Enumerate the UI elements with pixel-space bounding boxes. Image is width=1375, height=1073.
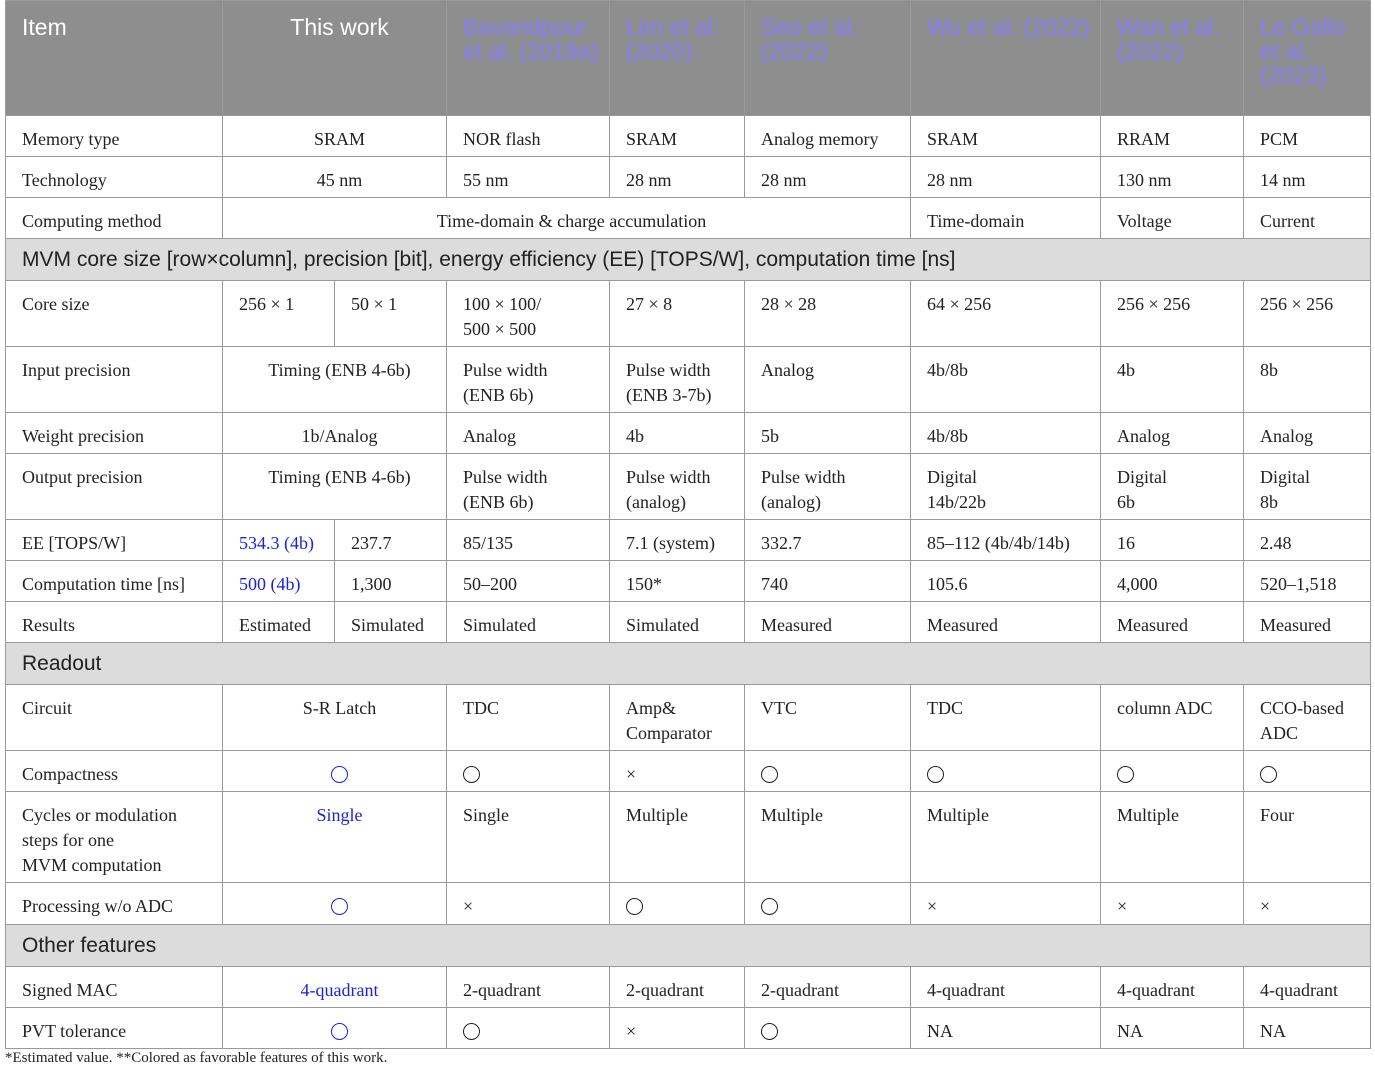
cell: 27 × 8 <box>610 281 745 347</box>
row-memory-type <box>6 116 1371 157</box>
cell: 4-quadrant <box>1101 967 1244 1008</box>
cell: × <box>1101 883 1244 925</box>
row-label: Weight precision <box>6 413 223 454</box>
cell-line: 100 × 100/ <box>463 294 542 314</box>
cell-line: Digital <box>1117 467 1167 487</box>
cell <box>610 454 745 520</box>
cell: column ADC <box>1101 685 1244 751</box>
circle-icon <box>761 898 778 915</box>
section-readout <box>6 643 1371 685</box>
cell: Analog <box>447 413 610 454</box>
cell <box>1244 454 1371 520</box>
cell: 85–112 (4b/4b/14b) <box>911 520 1101 561</box>
cell: × <box>911 883 1101 925</box>
cell: 50–200 <box>447 561 610 602</box>
cell: Measured <box>1244 602 1371 643</box>
circle-icon <box>1117 766 1134 783</box>
cell: 14 nm <box>1244 157 1371 198</box>
row-circuit <box>6 685 1371 751</box>
cell <box>610 685 745 751</box>
row-label: Memory type <box>6 116 223 157</box>
cell: 256 × 256 <box>1244 281 1371 347</box>
row-label: Input precision <box>6 347 223 413</box>
section-other <box>6 925 1371 967</box>
section-heading: Other features <box>6 925 1371 967</box>
row-cycles <box>6 792 1371 883</box>
cell: × <box>1244 883 1371 925</box>
cell: 16 <box>1101 520 1244 561</box>
circle-icon <box>1260 766 1277 783</box>
cell: RRAM <box>1101 116 1244 157</box>
cell-line: Pulse width <box>463 360 548 380</box>
cell: 2-quadrant <box>745 967 911 1008</box>
cell-this-work-highlight: 500 (4b) <box>223 561 335 602</box>
cell: TDC <box>447 685 610 751</box>
cell: 4-quadrant <box>1244 967 1371 1008</box>
cell <box>1244 685 1371 751</box>
cell: 740 <box>745 561 911 602</box>
section-heading: MVM core size [row×column], precision [bit], energy efficiency (EE) [TOPS/W], computation time [ns] <box>6 239 1371 281</box>
cell-this-work-highlight: 4-quadrant <box>223 967 447 1008</box>
cell <box>1101 751 1244 792</box>
cell-line: Amp& <box>626 698 677 718</box>
circle-icon <box>761 1023 778 1040</box>
cell: NOR flash <box>447 116 610 157</box>
cell-this-work-highlight: Single <box>223 792 447 883</box>
cell: 520–1,518 <box>1244 561 1371 602</box>
cell-this-work: S-R Latch <box>223 685 447 751</box>
circle-icon <box>761 766 778 783</box>
cell-this-work-highlight: 534.3 (4b) <box>223 520 335 561</box>
cell: Multiple <box>1101 792 1244 883</box>
cell: 130 nm <box>1101 157 1244 198</box>
section-heading: Readout <box>6 643 1371 685</box>
cell-line: Pulse width <box>626 467 711 487</box>
row-label: Compactness <box>6 751 223 792</box>
cell-this-work: SRAM <box>223 116 447 157</box>
cell: 55 nm <box>447 157 610 198</box>
row-computation-time <box>6 561 1371 602</box>
cell: 2-quadrant <box>610 967 745 1008</box>
cell: 2.48 <box>1244 520 1371 561</box>
cell: 4b/8b <box>911 347 1101 413</box>
row-input-precision <box>6 347 1371 413</box>
cell-line: (ENB 6b) <box>463 492 534 512</box>
label-line: MVM computation <box>22 855 162 875</box>
circle-icon <box>331 766 348 783</box>
cell: Time-domain <box>911 198 1101 239</box>
cell: Multiple <box>745 792 911 883</box>
row-computing-method <box>6 198 1371 239</box>
row-label: Output precision <box>6 454 223 520</box>
row-label: Computing method <box>6 198 223 239</box>
cell: Multiple <box>610 792 745 883</box>
cell <box>447 347 610 413</box>
row-label: PVT tolerance <box>6 1008 223 1049</box>
cell-line: 6b <box>1117 492 1135 512</box>
footnote: *Estimated value. **Colored as favorable features of this work. <box>5 1050 388 1066</box>
cell-line: Digital <box>927 467 977 487</box>
cell: Simulated <box>610 602 745 643</box>
cell: 8b <box>1244 347 1371 413</box>
comparison-table <box>5 0 1371 1049</box>
cell <box>745 1008 911 1049</box>
cell: Measured <box>911 602 1101 643</box>
cell-this-work: 45 nm <box>223 157 447 198</box>
row-label: EE [TOPS/W] <box>6 520 223 561</box>
cell-line: (analog) <box>626 492 686 512</box>
cell <box>1101 454 1244 520</box>
header-this-work: This work <box>223 1 447 116</box>
row-core-size <box>6 281 1371 347</box>
ref-link-wu[interactable]: Wu et al. (2022) <box>911 1 1101 116</box>
cell-line: CCO-based <box>1260 698 1344 718</box>
circle-icon <box>331 1023 348 1040</box>
cell-this-work: 1,300 <box>335 561 447 602</box>
cell: 7.1 (system) <box>610 520 745 561</box>
header-row <box>6 1 1371 116</box>
cell: 332.7 <box>745 520 911 561</box>
cell-line: ADC <box>1260 723 1299 743</box>
row-label: Circuit <box>6 685 223 751</box>
cell <box>447 281 610 347</box>
cell: 150* <box>610 561 745 602</box>
cell: 105.6 <box>911 561 1101 602</box>
cell: 85/135 <box>447 520 610 561</box>
cell: 28 nm <box>911 157 1101 198</box>
cell: 4b <box>1101 347 1244 413</box>
ref-link-le-gallo[interactable]: Le Gallo et al. (2023) <box>1244 1 1371 116</box>
cell-this-work: Simulated <box>335 602 447 643</box>
ref-link-lim[interactable]: Lim et al. (2020) <box>610 1 745 116</box>
row-signed-mac <box>6 967 1371 1008</box>
cell-line: Pulse width <box>626 360 711 380</box>
cell: 28 nm <box>610 157 745 198</box>
cell: VTC <box>745 685 911 751</box>
cell: Multiple <box>911 792 1101 883</box>
cell: 4b <box>610 413 745 454</box>
circle-icon <box>463 766 480 783</box>
cell-line: (ENB 6b) <box>463 385 534 405</box>
cell-this-work: 256 × 1 <box>223 281 335 347</box>
label-line: Cycles or modulation <box>22 805 177 825</box>
cell: 4b/8b <box>911 413 1101 454</box>
cell-this-work: Timing (ENB 4-6b) <box>223 454 447 520</box>
cell: 256 × 256 <box>1101 281 1244 347</box>
header-item: Item <box>6 1 223 116</box>
cell: Current <box>1244 198 1371 239</box>
cell: Four <box>1244 792 1371 883</box>
cell: 4-quadrant <box>911 967 1101 1008</box>
cell <box>447 454 610 520</box>
cell: TDC <box>911 685 1101 751</box>
cell-line: (analog) <box>761 492 821 512</box>
row-pvt-tolerance <box>6 1008 1371 1049</box>
circle-icon <box>331 898 348 915</box>
cell-shared-method: Time-domain & charge accumulation <box>223 198 911 239</box>
cell-line: Comparator <box>626 723 712 743</box>
cell: × <box>447 883 610 925</box>
label-line: steps for one <box>22 830 114 850</box>
cell: 4,000 <box>1101 561 1244 602</box>
row-technology <box>6 157 1371 198</box>
circle-icon <box>927 766 944 783</box>
cell-line: Pulse width <box>463 467 548 487</box>
cell <box>447 1008 610 1049</box>
cell <box>911 751 1101 792</box>
cell: NA <box>1244 1008 1371 1049</box>
cell-this-work: Timing (ENB 4-6b) <box>223 347 447 413</box>
row-label <box>6 792 223 883</box>
cell-line: Pulse width <box>761 467 846 487</box>
cell: SRAM <box>610 116 745 157</box>
row-label: Technology <box>6 157 223 198</box>
cell <box>911 454 1101 520</box>
cell: 28 nm <box>745 157 911 198</box>
cell-line: 14b/22b <box>927 492 987 512</box>
cell: 2-quadrant <box>447 967 610 1008</box>
cell: Single <box>447 792 610 883</box>
row-label: Computation time [ns] <box>6 561 223 602</box>
ref-link-seo[interactable]: Seo et al. (2022) <box>745 1 911 116</box>
cell <box>610 347 745 413</box>
cell: × <box>610 751 745 792</box>
cell-line: 500 × 500 <box>463 319 537 339</box>
cell <box>745 751 911 792</box>
cell: 28 × 28 <box>745 281 911 347</box>
row-label: Core size <box>6 281 223 347</box>
cell-this-work: Estimated <box>223 602 335 643</box>
cell <box>1244 751 1371 792</box>
cell-line: (ENB 3-7b) <box>626 385 712 405</box>
row-label: Signed MAC <box>6 967 223 1008</box>
cell <box>610 883 745 925</box>
cell <box>447 751 610 792</box>
cell: Analog memory <box>745 116 911 157</box>
cell-this-work <box>223 751 447 792</box>
cell: Measured <box>745 602 911 643</box>
row-processing-wo-adc <box>6 883 1371 925</box>
cell: Analog <box>1101 413 1244 454</box>
row-label: Results <box>6 602 223 643</box>
cell: Analog <box>1244 413 1371 454</box>
circle-icon <box>463 1023 480 1040</box>
row-label: Processing w/o ADC <box>6 883 223 925</box>
section-mvm <box>6 239 1371 281</box>
cell: Analog <box>745 347 911 413</box>
cell: × <box>610 1008 745 1049</box>
cell <box>745 883 911 925</box>
cell: NA <box>911 1008 1101 1049</box>
cell-line: Digital <box>1260 467 1310 487</box>
cell-this-work <box>223 883 447 925</box>
cell: Measured <box>1101 602 1244 643</box>
row-output-precision <box>6 454 1371 520</box>
cell: PCM <box>1244 116 1371 157</box>
cell: NA <box>1101 1008 1244 1049</box>
cell-this-work: 50 × 1 <box>335 281 447 347</box>
row-weight-precision <box>6 413 1371 454</box>
cell: 64 × 256 <box>911 281 1101 347</box>
ref-link-bavandpour[interactable]: Bavandpour et al. (2019a) <box>447 1 610 116</box>
cell-this-work: 1b/Analog <box>223 413 447 454</box>
row-compactness <box>6 751 1371 792</box>
cell-this-work: 237.7 <box>335 520 447 561</box>
row-results <box>6 602 1371 643</box>
cell: Simulated <box>447 602 610 643</box>
row-ee <box>6 520 1371 561</box>
cell-this-work <box>223 1008 447 1049</box>
cell: Voltage <box>1101 198 1244 239</box>
cell: 5b <box>745 413 911 454</box>
cell-line: 8b <box>1260 492 1278 512</box>
circle-icon <box>626 898 643 915</box>
cell: SRAM <box>911 116 1101 157</box>
ref-link-wan[interactable]: Wan et al. (2022) <box>1101 1 1244 116</box>
cell <box>745 454 911 520</box>
